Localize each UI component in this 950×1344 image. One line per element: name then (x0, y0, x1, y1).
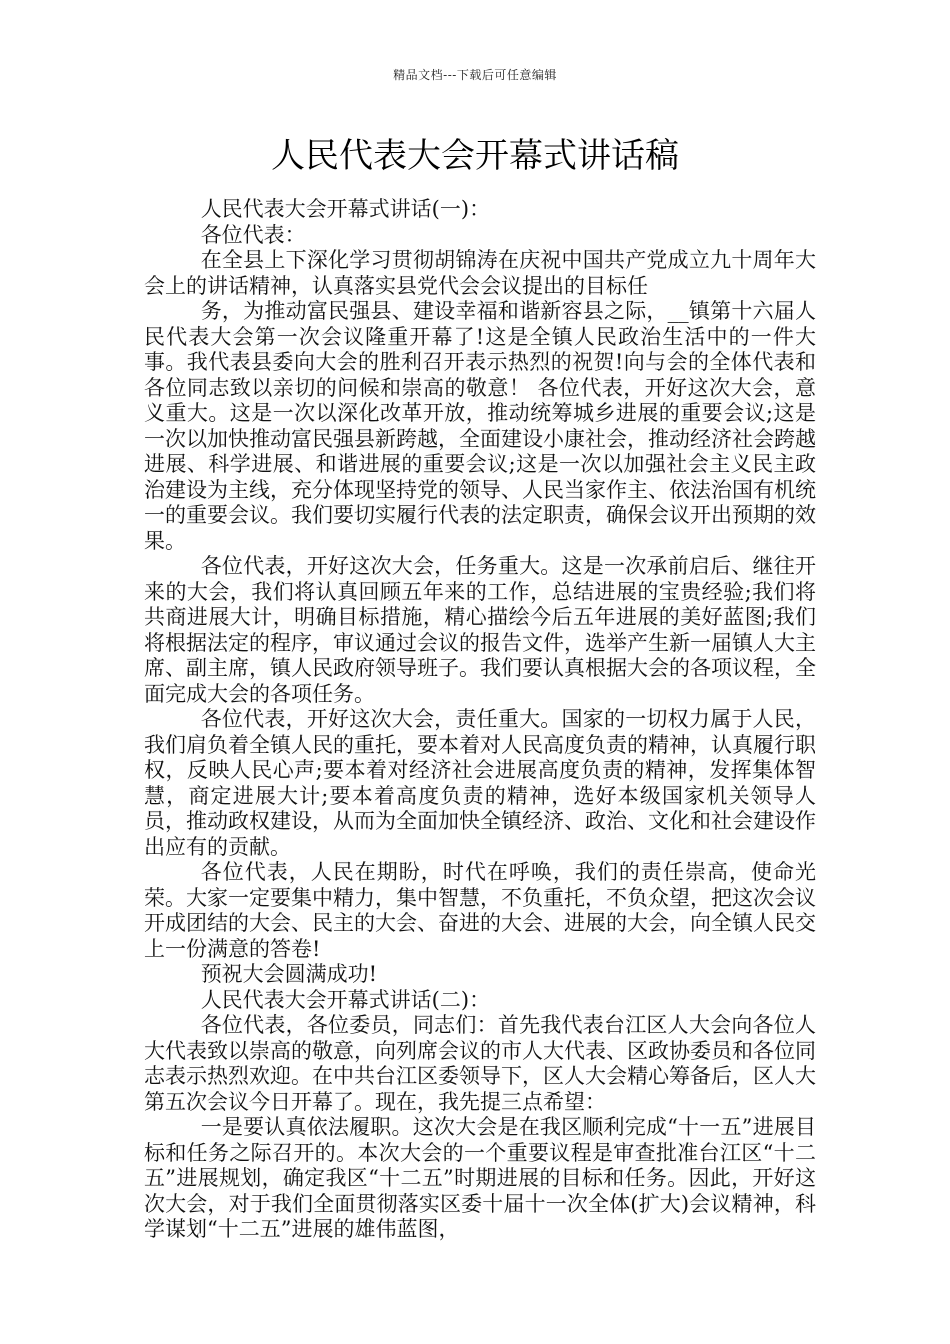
paragraph: 各位代表，开好这次大会，责任重大。国家的一切权力属于人民，我们肩负着全镇人民的重托，要本着对人民高度负责的精神，认真履行职权，反映人民心声;要本着对经济社会进展高度负责的精神，发挥集体智慧，商定进展大计;要本着高度负责的精神，选好本级国家机关领导人员，推动政权建设，从而为全面加快全镇经济、政治、文化和社会建设作出应有的贡献。 (144, 707, 816, 859)
document-body (144, 197, 816, 1243)
paragraph: 一是要认真依法履职。这次大会是在我区顺利完成“十一五”进展目标和任务之际召开的。本次大会的一个重要议程是审查批准台江区“十二五”进展规划，确定我区“十二五”时期进展的目标和任务。因此，开好这次大会，对于我们全面贯彻落实区委十届十一次全体(扩大)会议精神，科学谋划“十二五”进展的雄伟蓝图， (144, 1115, 816, 1241)
paragraph: 务，为推动富民强县、建设幸福和谐新容县之际，__镇第十六届人民代表大会第一次会议隆重开幕了!这是全镇人民政治生活中的一件大事。我代表县委向大会的胜利召开表示热烈的祝贺!向与会的全体代表和各位同志致以亲切的问候和崇高的敬意！ 各位代表，开好这次大会，意义重大。这是一次以深化改革开放，推动统筹城乡进展的重要会议;这是一次以加快推动富民强县新跨越，全面建设小康社会，推动经济社会跨越进展、科学进展、和谐进展的重要会议;这是一次以加强社会主义民主政治建设为主线，充分体现坚持党的领导、人民当家作主、依法治国有机统一的重要会议。我们要切实履行代表的法定职责，确保会议开出预期的效果。 (144, 299, 816, 553)
paragraph-heading-2: 人民代表大会开幕式讲话(二)： (200, 987, 491, 1012)
paragraph: 预祝大会圆满成功! (200, 962, 378, 986)
paragraph-heading-1: 人民代表大会开幕式讲话(一)： (200, 197, 491, 221)
paragraph: 各位代表，开好这次大会，任务重大。这是一次承前启后、继往开来的大会，我们将认真回顾五年来的工作，总结进展的宝贵经验;我们将共商进展大计，明确目标措施，精心描绘今后五年进展的美好蓝图;我们将根据法定的程序，审议通过会议的报告文件，选举产生新一届镇人大主席、副主席，镇人民政府领导班子。我们要认真根据大会的各项议程，全面完成大会的各项任务。 (144, 554, 816, 706)
document-title: 人民代表大会开幕式讲话稿 (271, 136, 679, 176)
paragraph-salutation: 各位代表： (200, 222, 306, 247)
paragraph: 各位代表，各位委员，同志们：首先我代表台江区人大会向各位人大代表致以崇高的敬意，向列席会议的市人大代表、区政协委员和各位同志表示热烈欢迎。在中共台江区委领导下，区人大会精心筹备后，区人大第五次会议今日开幕了。现在，我先提三点希望： (144, 1013, 816, 1114)
paragraph: 各位代表，人民在期盼，时代在呼唤，我们的责任崇高，使命光荣。大家一定要集中精力，集中智慧，不负重托，不负众望，把这次会议开成团结的大会、民主的大会、奋进的大会、进展的大会，向全镇人民交上一份满意的答卷! (144, 860, 816, 961)
paragraph: 在全县上下深化学习贯彻胡锦涛在庆祝中国共产党成立九十周年大会上的讲话精神，认真落实县党代会会议提出的目标任 (144, 248, 816, 298)
header-note: 精品文档---下载后可任意编辑 (393, 68, 557, 82)
